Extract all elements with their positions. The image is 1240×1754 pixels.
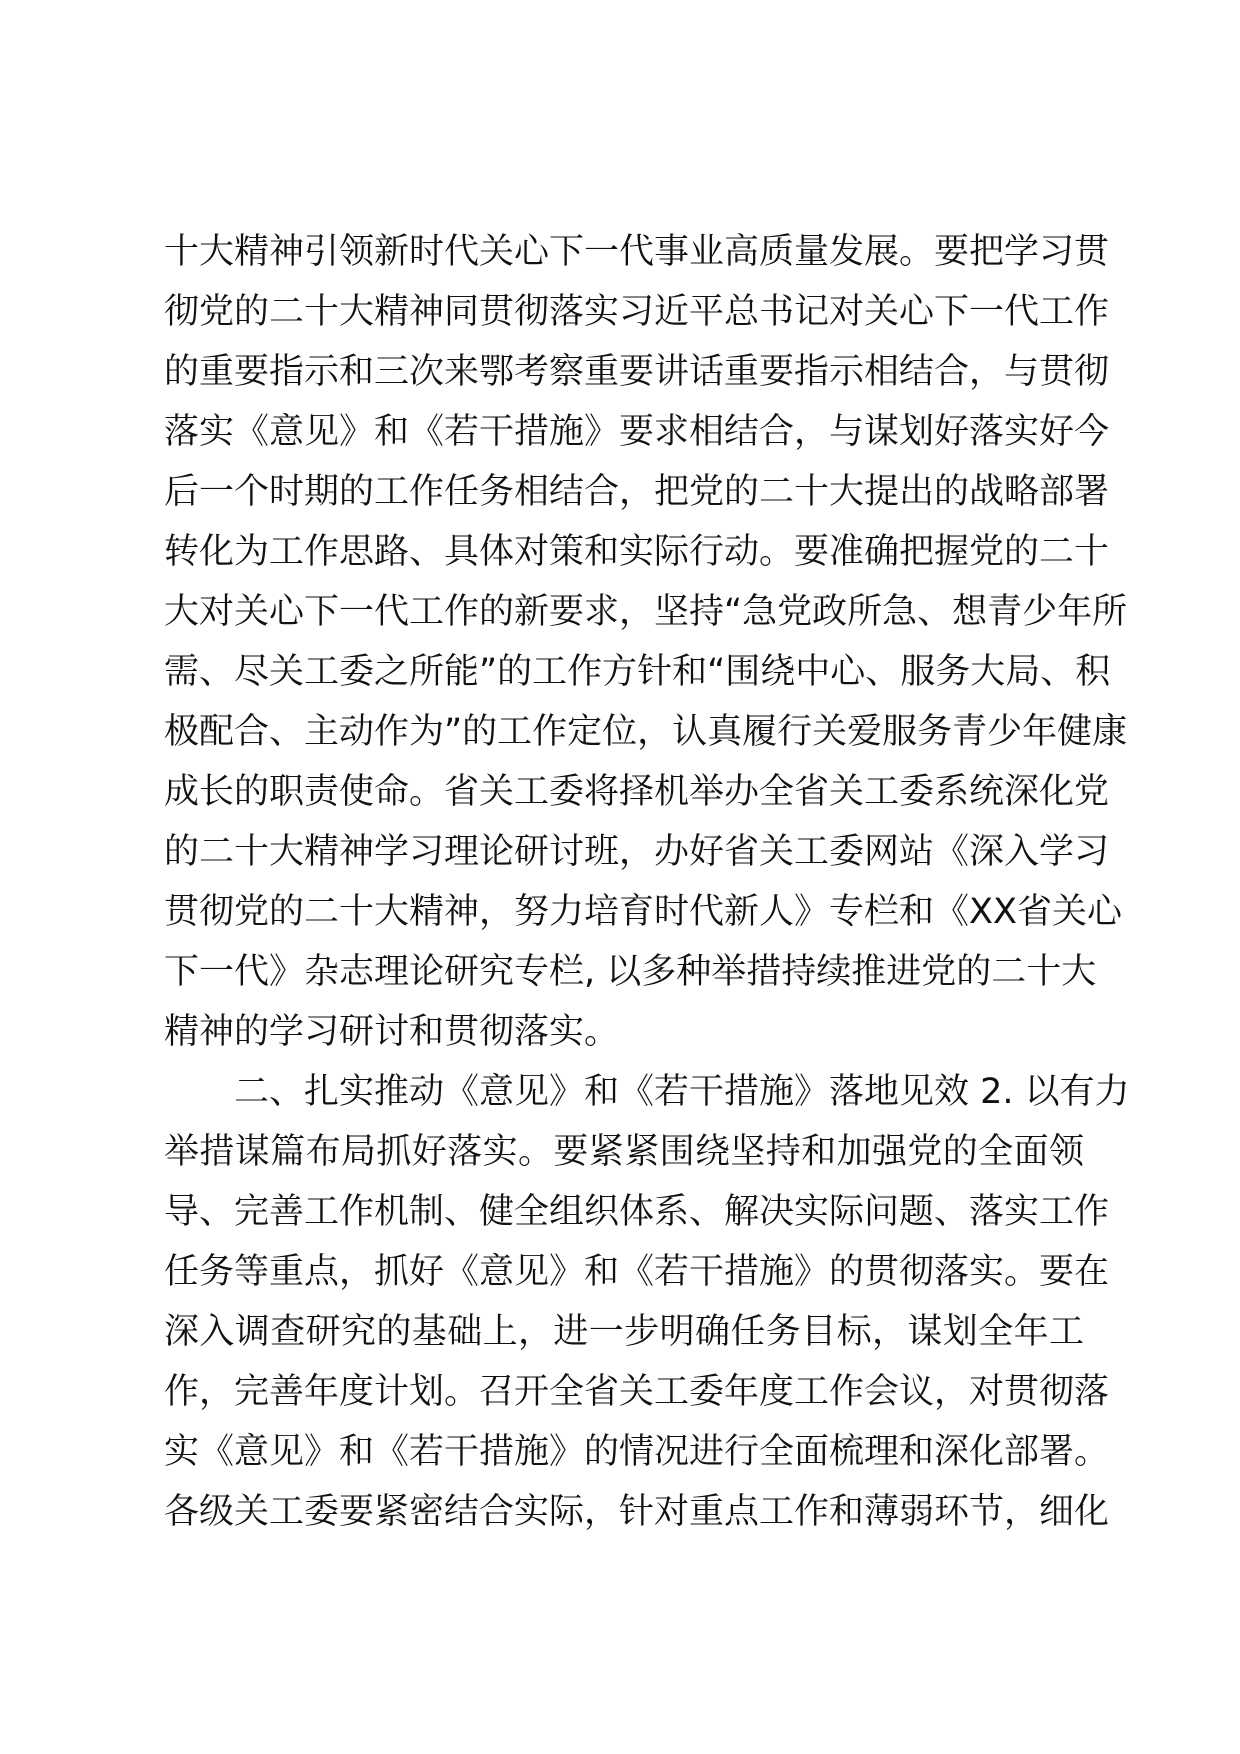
text-line: 转化为工作思路、具体对策和实际行动。要准确把握党的二十 (164, 532, 1110, 572)
text-line: 各级关工委要紧密结合实际，针对重点工作和薄弱环节，细化 (164, 1492, 1110, 1532)
text-line: 后一个时期的工作任务相结合，把党的二十大提出的战略部署 (164, 472, 1110, 512)
text-line: 需、尽关工委之所能”的工作方针和“围绕中心、服务大局、积 (164, 652, 1111, 692)
text-line: 作，完善年度计划。召开全省关工委年度工作会议，对贯彻落 (164, 1372, 1110, 1412)
text-line: 任务等重点，抓好《意见》和《若干措施》的贯彻落实。要在 (164, 1252, 1110, 1292)
text-line: 实《意见》和《若干措施》的情况进行全面梳理和深化部署。 (164, 1432, 1110, 1472)
text-line: 彻党的二十大精神同贯彻落实习近平总书记对关心下一代工作 (164, 292, 1110, 332)
text-line: 大对关心下一代工作的新要求，坚持“急党政所急、想青少年所 (164, 592, 1128, 632)
text-line: 的二十大精神学习理论研讨班，办好省关工委网站《深入学习 (164, 832, 1110, 872)
paragraph-end-line: 精神的学习研讨和贯彻落实。 (164, 1012, 620, 1052)
text-line: 成长的职责使命。省关工委将择机举办全省关工委系统深化党 (164, 772, 1110, 812)
section-heading-line: 二、扎实推动《意见》和《若干措施》落地见效 2. 以有力 (234, 1072, 1130, 1112)
body-text (164, 222, 1130, 1542)
text-line: 下一代》杂志理论研究专栏, 以多种举措持续推进党的二十大 (164, 952, 1097, 992)
text-line: 举措谋篇布局抓好落实。要紧紧围绕坚持和加强党的全面领 (164, 1132, 1084, 1172)
text-line: 十大精神引领新时代关心下一代事业高质量发展。要把学习贯 (164, 232, 1110, 272)
text-line: 极配合、主动作为”的工作定位，认真履行关爱服务青少年健康 (164, 712, 1128, 752)
text-line: 落实《意见》和《若干措施》要求相结合，与谋划好落实好今 (164, 412, 1110, 452)
text-line: 导、完善工作机制、健全组织体系、解决实际问题、落实工作 (164, 1192, 1110, 1232)
text-line: 深入调查研究的基础上，进一步明确任务目标，谋划全年工 (164, 1312, 1084, 1352)
text-line: 贯彻党的二十大精神，努力培育时代新人》专栏和《XX省关心 (164, 892, 1122, 932)
text-line: 的重要指示和三次来鄂考察重要讲话重要指示相结合，与贯彻 (164, 352, 1110, 392)
